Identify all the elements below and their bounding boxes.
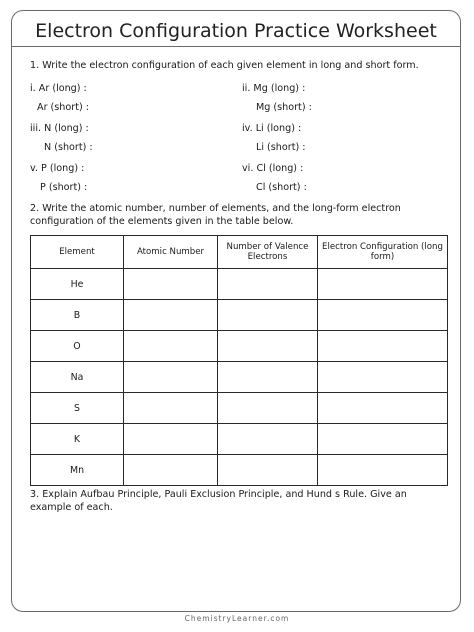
header-element: Element — [31, 236, 124, 269]
question-2-line-2: configuration of the elements given in the table below. — [30, 216, 294, 227]
worksheet-title: Electron Configuration Practice Worksheet — [35, 20, 437, 42]
table-row — [31, 424, 448, 455]
table-row — [31, 455, 448, 486]
question-3-line-2: example of each. — [30, 502, 113, 513]
atomic-number-cell[interactable] — [124, 362, 218, 393]
table-row — [31, 269, 448, 300]
atomic-number-cell[interactable] — [124, 331, 218, 362]
valence-electrons-cell[interactable] — [218, 424, 318, 455]
configuration-cell[interactable] — [318, 300, 448, 331]
valence-electrons-cell[interactable] — [218, 362, 318, 393]
q1-item-cl-short: Cl (short) : — [256, 182, 307, 193]
valence-electrons-cell[interactable] — [218, 393, 318, 424]
header-atomic-number: Atomic Number — [124, 236, 218, 269]
q1-item-cl-long: vi. Cl (long) : — [242, 163, 304, 174]
element-cell: O — [31, 331, 124, 362]
question-3-prompt — [30, 488, 407, 514]
q1-item-p-long: v. P (long) : — [30, 163, 85, 174]
element-table — [30, 235, 448, 486]
configuration-cell[interactable] — [318, 362, 448, 393]
question-2-line-1: 2. Write the atomic number, number of elements, and the long-form electron — [30, 203, 401, 214]
element-cell: S — [31, 393, 124, 424]
valence-electrons-cell[interactable] — [218, 331, 318, 362]
q1-item-mg-long: ii. Mg (long) : — [242, 83, 306, 94]
configuration-cell[interactable] — [318, 455, 448, 486]
element-cell: B — [31, 300, 124, 331]
footer-brand: ChemistryLearner.com — [184, 614, 290, 623]
element-cell: Na — [31, 362, 124, 393]
atomic-number-cell[interactable] — [124, 269, 218, 300]
table-header-row — [31, 236, 448, 269]
q1-item-li-long: iv. Li (long) : — [242, 123, 302, 134]
valence-electrons-cell[interactable] — [218, 455, 318, 486]
element-cell: Mn — [31, 455, 124, 486]
q1-item-mg-short: Mg (short) : — [256, 102, 312, 113]
atomic-number-cell[interactable] — [124, 424, 218, 455]
table-row — [31, 331, 448, 362]
configuration-cell[interactable] — [318, 269, 448, 300]
q1-item-p-short: P (short) : — [40, 182, 88, 193]
q1-item-n-long: iii. N (long) : — [30, 123, 89, 134]
question-2-prompt — [30, 202, 401, 228]
element-cell: K — [31, 424, 124, 455]
header-electron-configuration: Electron Configuration (long form) — [318, 236, 448, 269]
configuration-cell[interactable] — [318, 331, 448, 362]
element-cell: He — [31, 269, 124, 300]
q1-item-n-short: N (short) : — [44, 142, 93, 153]
question-3-line-1: 3. Explain Aufbau Principle, Pauli Exclusion Principle, and Hund s Rule. Give an — [30, 489, 407, 500]
title-divider — [11, 46, 461, 47]
q1-item-ar-long: i. Ar (long) : — [30, 83, 87, 94]
configuration-cell[interactable] — [318, 393, 448, 424]
table-row — [31, 300, 448, 331]
valence-electrons-cell[interactable] — [218, 269, 318, 300]
atomic-number-cell[interactable] — [124, 393, 218, 424]
atomic-number-cell[interactable] — [124, 455, 218, 486]
question-1-prompt: 1. Write the electron configuration of each given element in long and short form. — [30, 60, 419, 71]
table-row — [31, 362, 448, 393]
valence-electrons-cell[interactable] — [218, 300, 318, 331]
q1-item-li-short: Li (short) : — [256, 142, 306, 153]
configuration-cell[interactable] — [318, 424, 448, 455]
atomic-number-cell[interactable] — [124, 300, 218, 331]
table-row — [31, 393, 448, 424]
q1-item-ar-short: Ar (short) : — [37, 102, 89, 113]
header-valence-electrons: Number of Valence Electrons — [218, 236, 318, 269]
